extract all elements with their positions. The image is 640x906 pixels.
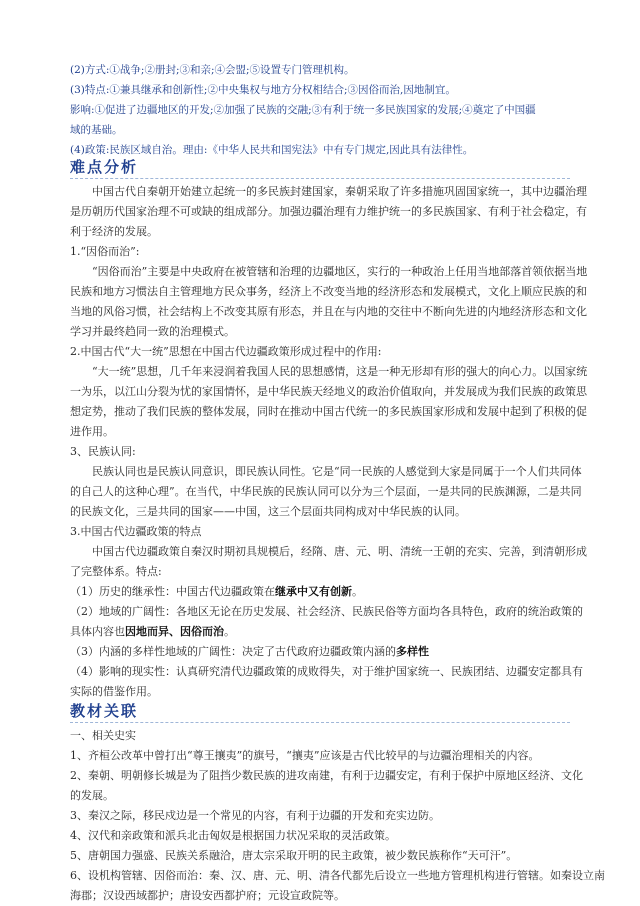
feature-3 <box>70 642 590 662</box>
list-item: 2、秦朝、明朝修长城是为了阻挡少数民族的进攻南建，有利于边疆安定，有利于保护中原地区经济、文化的发展。 <box>70 769 583 802</box>
feature-text: （2）地域的广阔性：各地区无论在历史发展、社会经济、民族民俗等方面均各具特色，政府的统治政策的具体内容也 <box>70 605 583 638</box>
section-divider <box>70 722 570 723</box>
item-title: 2.中国古代“大一统”思想在中国古代边疆政策形成过程中的作用: <box>70 345 382 358</box>
feature-emphasis: 多样性 <box>396 645 429 658</box>
item-body: 中国古代边疆政策自秦汉时期初具规模后，经隋、唐、元、明、清统一王朝的充实、完善，到清朝形成了完整体系。特点: <box>70 545 587 578</box>
list-item-clipped: 6、设机构管辖、因俗而治：秦、汉、唐、元、明、清各代都先后设立一些地方管理机构进行管辖。如秦设立南海郡；汉设西域都护；唐设安西都护府；元设宣政院等。 <box>70 869 605 902</box>
item-title: 1.“因俗而治”: <box>70 245 140 258</box>
list-item: 5、唐朝国力强盛、民族关系融洽，唐太宗采取开明的民主政策，被少数民族称作“天可汗”。 <box>70 849 518 862</box>
section-divider <box>70 178 570 179</box>
answer-line-impact: 影响:①促进了边疆地区的开发;②加强了民族的交融;③有利于统一多民族国家的发展;④奠定了中国疆 <box>70 104 536 116</box>
feature-1 <box>70 582 590 602</box>
feature-text: （3）内涵的多样性地域的广阔性：决定了古代政府边疆政策内涵的 <box>70 645 396 658</box>
answer-line-method: (2)方式:①战争;②册封;③和亲;④会盟;⑤设置专门管理机构。 <box>70 64 355 76</box>
list-item: 1、齐桓公改革中曾打出“尊王攘夷”的旗号，“攘夷”应该是古代比较早的与边疆治理相关的内容。 <box>70 749 540 762</box>
subsection-title: 一、相关史实 <box>70 729 136 742</box>
feature-text: 。 <box>224 625 235 638</box>
answer-line-impact-cont: 域的基础。 <box>70 124 123 136</box>
item-title: 3、民族认同: <box>70 445 136 458</box>
item-body: “大一统”思想，几千年来浸润着我国人民的思想感情，这是一种无形却有形的强大的向心力。以国家统一为乐，以江山分裂为忧的家国情怀，是中华民族天经地义的政治价值取向，并发展成为我们民族的政策思想定势，推动了我们民族的整体发展，同时在推动中国古代统一的多民族国家形成和发展中起到了积极的促进作用。 <box>70 365 588 438</box>
item-title: 3.中国古代边疆政策的特点 <box>70 525 202 538</box>
feature-emphasis: 因地而异、因俗而治 <box>125 625 224 638</box>
feature-text: 。 <box>352 585 363 598</box>
feature-text: （1）历史的继承性：中国古代边疆政策在 <box>70 585 275 598</box>
list-item: 3、秦汉之际，移民戍边是一个常见的内容，有利于边疆的开发和充实边防。 <box>70 809 440 822</box>
feature-4: （4）影响的现实性：认真研究清代边疆政策的成败得失，对于维护国家统一、民族团结、边疆安定都具有实际的借鉴作用。 <box>70 665 583 698</box>
difficulty-intro: 中国古代自秦朝开始建立起统一的多民族封建国家，秦朝采取了许多措施巩固国家统一，其中边疆治理是历朝历代国家治理不可或缺的组成部分。加强边疆治理有力维护统一的多民族国家、有利于社会稳定，有利于经济的发展。 <box>70 185 587 238</box>
feature-emphasis: 继承中又有创新 <box>275 585 352 598</box>
item-body: “因俗而治”主要是中央政府在被管辖和治理的边疆地区，实行的一种政治上任用当地部落首领依据当地民族和地方习惯法自主管理地方民众事务，经济上不改变当地的经济形态和发展模式，文化上顺应民族的和当地的风俗习惯，社会结构上不改变其原有形态，并且在与内地的交往中不断向先进的内地经济形态和文化学习并最终趋同一致的治理模式。 <box>70 265 588 338</box>
item-body: 民族认同也是民族认同意识，即民族认同性。它是“同一民族的人感觉到大家是同属于一个人们共同体的自己人的这种心理”。在当代，中华民族的民族认同可以分为三个层面，一是共同的民族渊源，二是共同的民族文化，三是共同的国家——中国，这三个层面共同构成对中华民族的认同。 <box>70 465 582 518</box>
section-title-difficulty: 难点分析 <box>70 158 139 176</box>
feature-2 <box>70 602 590 642</box>
list-item: 4、汉代和亲政策和派兵北击匈奴是根据国力状况采取的灵活政策。 <box>70 829 396 842</box>
answer-line-feature: (3)特点:①兼具继承和创新性;②中央集权与地方分权相结合;③因俗而治,因地制宜。 <box>70 84 456 96</box>
answer-line-policy: (4)政策:民族区域自治。理由:《中华人民共和国宪法》中有专门规定,因此具有法律性。 <box>70 144 474 156</box>
section-title-textbook: 教材关联 <box>70 702 139 720</box>
